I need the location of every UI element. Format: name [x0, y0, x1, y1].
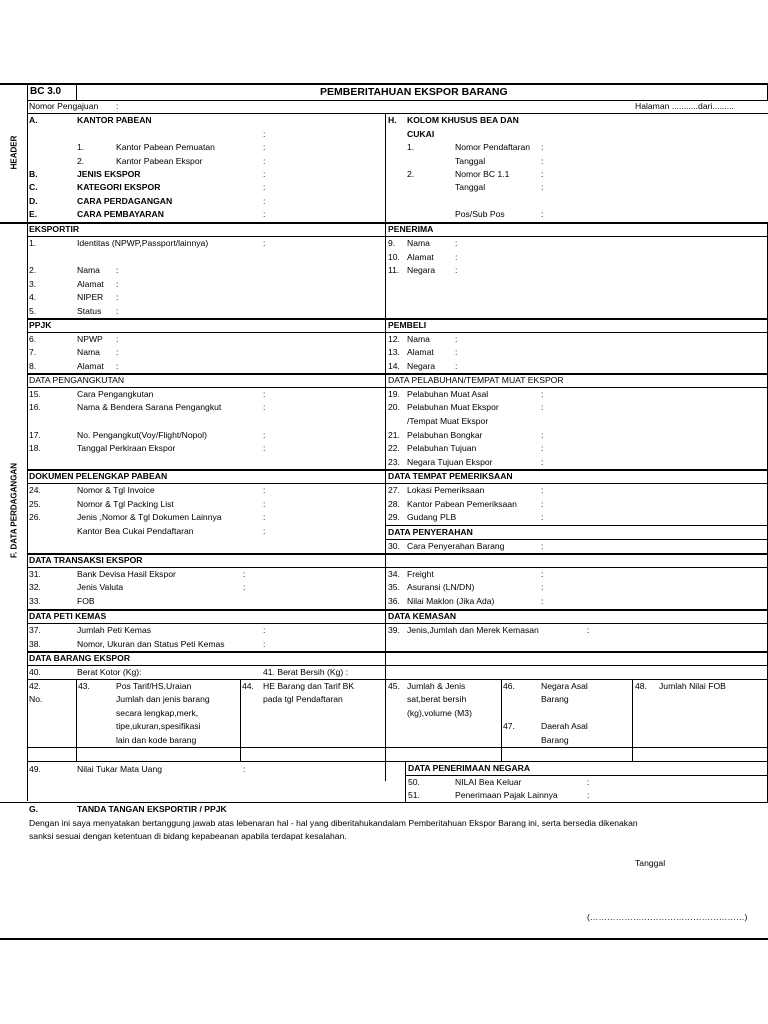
nomor-pengajuan-label: Nomor Pengajuan	[29, 101, 99, 111]
pelabuhan-bongkar-label: Pelabuhan Bongkar	[407, 430, 483, 440]
sarana-pengangkut-label: Nama & Bendera Sarana Pengangkut	[77, 402, 222, 412]
ppjk-heading: PPJK	[29, 320, 52, 330]
he-barang-column-header: pada tgl Pendaftaran	[263, 694, 343, 704]
cara-penyerahan-label: Cara Penyerahan Barang	[407, 541, 505, 551]
colon: :	[116, 279, 119, 289]
line	[27, 387, 768, 388]
daerah-asal-column-header: Daerah Asal	[541, 721, 588, 731]
section-letter: E.	[29, 209, 38, 219]
item-num: 18.	[29, 443, 41, 453]
item-num: 51.	[408, 790, 420, 800]
item-num: 7.	[29, 347, 37, 357]
item-num: 12.	[388, 334, 400, 344]
colon: :	[541, 402, 544, 412]
colon: :	[263, 402, 266, 412]
kolom-khusus-heading-2: CUKAI	[407, 129, 435, 139]
item-num: 33.	[29, 596, 41, 606]
kantor-bea-cukai-label: Kantor Bea Cukai Pendaftaran	[77, 526, 194, 536]
declaration-text-2: sanksi sesuai dengan ketentuan di bidang kepabeanan apabila terdapat kesalahan.	[29, 831, 347, 841]
invoice-label: Nomor & Tgl Invoice	[77, 485, 155, 495]
colon: :	[587, 790, 590, 800]
colon: :	[455, 265, 458, 275]
nama-label: Nama	[77, 265, 100, 275]
line	[27, 747, 768, 748]
item-num: 17.	[29, 430, 41, 440]
item-num: 44.	[242, 681, 254, 691]
item-num: 49.	[29, 764, 41, 774]
item-num: 43.	[78, 681, 90, 691]
penerimaan-heading: DATA PENERIMAAN NEGARA	[408, 763, 531, 773]
asuransi-label: Asuransi (LN/DN)	[407, 582, 475, 592]
colon: :	[541, 182, 544, 192]
colon: :	[263, 238, 266, 248]
cara-pengangkutan-label: Cara Pengangkutan	[77, 389, 154, 399]
item-num: 37.	[29, 625, 41, 635]
item-num: 42.	[29, 681, 41, 691]
alamat-label: Alamat	[407, 252, 434, 262]
table-vline	[405, 761, 406, 802]
item-num: 25.	[29, 499, 41, 509]
item-num: 1.	[29, 238, 37, 248]
item-num: 5.	[29, 306, 37, 316]
kantor-pemeriksaan-label: Kantor Pabean Pemeriksaan	[407, 499, 517, 509]
colon: :	[541, 430, 544, 440]
pembeli-heading: PEMBELI	[388, 320, 427, 330]
item-num: 16.	[29, 402, 41, 412]
colon: :	[541, 389, 544, 399]
colon: :	[263, 182, 266, 192]
negara-asal-column-header: Negara Asal	[541, 681, 588, 691]
colon: :	[541, 569, 544, 579]
pelabuhan-heading: DATA PELABUHAN/TEMPAT MUAT EKSPOR	[388, 375, 564, 385]
uraian-column-header: secara lengkap,merk,	[116, 708, 199, 718]
item-num: 36.	[388, 596, 400, 606]
colon: :	[263, 485, 266, 495]
colon: :	[455, 334, 458, 344]
item-num: 21.	[388, 430, 400, 440]
nama-label: Nama	[407, 334, 430, 344]
item-num: 45.	[388, 681, 400, 691]
item-num: 30.	[388, 541, 400, 551]
item-num: 48.	[635, 681, 647, 691]
line	[27, 483, 768, 484]
colon: :	[116, 334, 119, 344]
colon: :	[541, 512, 544, 522]
gudang-plb-label: Gudang PLB	[407, 512, 457, 522]
colon: :	[541, 485, 544, 495]
tanda-tangan-heading: TANDA TANGAN EKSPORTIR / PPJK	[77, 804, 227, 814]
bea-keluar-label: NILAI Bea Keluar	[455, 777, 522, 787]
colon: :	[455, 361, 458, 371]
kantor-ekspor-label: Kantor Pabean Ekspor	[116, 156, 203, 166]
form-top-border	[0, 83, 768, 85]
colon: :	[263, 430, 266, 440]
kantor-pabean-heading: KANTOR PABEAN	[77, 115, 152, 125]
colon: :	[116, 361, 119, 371]
item-num: 40.	[29, 667, 41, 677]
peti-kemas-heading: DATA PETI KEMAS	[29, 611, 107, 621]
kemasan-heading: DATA KEMASAN	[388, 611, 457, 621]
item-num: 38.	[29, 639, 41, 649]
item-num: 31.	[29, 569, 41, 579]
center-divider	[385, 113, 386, 781]
alamat-label: Alamat	[77, 361, 104, 371]
negara-asal-column-header: Barang	[541, 694, 569, 704]
alamat-label: Alamat	[77, 279, 104, 289]
colon: :	[263, 196, 266, 206]
colon: :	[263, 169, 266, 179]
colon: :	[263, 512, 266, 522]
data-perdagangan-side-label: F. DATA PERDAGANGAN	[9, 463, 19, 558]
dokumen-heading: DOKUMEN PELENGKAP PABEAN	[29, 471, 168, 481]
item-num: 23.	[388, 457, 400, 467]
item-num: 3.	[29, 279, 37, 289]
bank-devisa-label: Bank Devisa Hasil Ekspor	[77, 569, 176, 579]
line	[27, 332, 768, 333]
jumlah-jenis-column-header: sat,berat bersih	[407, 694, 467, 704]
line	[27, 623, 768, 624]
dokumen-lainnya-label: Jenis ,Nomor & Tgl Dokumen Lainnya	[77, 512, 222, 522]
barang-heading: DATA BARANG EKSPOR	[29, 653, 131, 663]
tanggal-perkiraan-label: Tanggal Perkiraan Ekspor	[77, 443, 176, 453]
npwp-label: NPWP	[77, 334, 103, 344]
line	[405, 775, 768, 776]
item-num: 6.	[29, 334, 37, 344]
pos-subpos-label: Pos/Sub Pos	[455, 209, 505, 219]
section-letter: G.	[29, 804, 39, 814]
colon: :	[263, 639, 266, 649]
signature-line: (………………………………………………)	[587, 912, 748, 922]
kategori-ekspor-heading: KATEGORI EKSPOR	[77, 182, 161, 192]
item-num: 10.	[388, 252, 400, 262]
colon: :	[541, 169, 544, 179]
colon: :	[263, 443, 266, 453]
colon: :	[263, 142, 266, 152]
halaman-label: Halaman ...........dari.........	[635, 101, 734, 111]
line	[27, 236, 768, 237]
table-vline	[501, 679, 502, 761]
alamat-label: Alamat	[407, 347, 434, 357]
item-num: 2.	[407, 169, 415, 179]
daerah-asal-column-header: Barang	[541, 735, 569, 745]
item-num: 47.	[503, 721, 515, 731]
bc-code: BC 3.0	[30, 86, 62, 97]
transaksi-heading: DATA TRANSAKSI EKSPOR	[29, 555, 143, 565]
colon: :	[116, 101, 119, 111]
colon: :	[263, 499, 266, 509]
item-num: 9.	[388, 238, 396, 248]
berat-kotor-label: Berat Kotor (Kg):	[77, 667, 142, 677]
pengangkutan-heading: DATA PENGANGKUTAN	[29, 375, 125, 385]
table-vline	[632, 679, 633, 761]
line	[385, 525, 768, 526]
nama-label: Nama	[407, 238, 430, 248]
item-num: 39.	[388, 625, 400, 635]
item-num: 26.	[29, 512, 41, 522]
item-num: 8.	[29, 361, 37, 371]
pemeriksaan-heading: DATA TEMPAT PEMERIKSAAN	[388, 471, 513, 481]
colon: :	[263, 129, 266, 139]
section-letter: C.	[29, 182, 38, 192]
lokasi-pemeriksaan-label: Lokasi Pemeriksaan	[407, 485, 485, 495]
pajak-lainnya-label: Penerimaan Pajak Lainnya	[455, 790, 558, 800]
section-letter: B.	[29, 169, 38, 179]
colon: :	[243, 582, 246, 592]
colon: :	[263, 389, 266, 399]
item-num: 29.	[388, 512, 400, 522]
item-num: 46.	[503, 681, 515, 691]
section-letter: D.	[29, 196, 38, 206]
pengajuan-line	[27, 113, 768, 114]
line	[27, 802, 768, 803]
eksportir-heading: EKSPORTIR	[29, 224, 80, 234]
colon: :	[243, 764, 246, 774]
negara-label: Negara	[407, 265, 436, 275]
item-num: 4.	[29, 292, 37, 302]
penerima-heading: PENERIMA	[388, 224, 434, 234]
packing-list-label: Nomor & Tgl Packing List	[77, 499, 174, 509]
colon: :	[455, 252, 458, 262]
tempat-muat-label: /Tempat Muat Ekspor	[407, 416, 489, 426]
cara-pembayaran-heading: CARA PEMBAYARAN	[77, 209, 164, 219]
colon: :	[455, 347, 458, 357]
colon: :	[541, 582, 544, 592]
jumlah-peti-label: Jumlah Peti Kemas	[77, 625, 152, 635]
kantor-pemuatan-label: Kantor Pabean Pemuatan	[116, 142, 215, 152]
section-letter: H.	[388, 115, 397, 125]
he-barang-column-header: HE Barang dan Tarif BK	[263, 681, 355, 691]
nomor-pendaftaran-label: Nomor Pendaftaran	[455, 142, 530, 152]
nama-label: Nama	[77, 347, 100, 357]
item-num: 34.	[388, 569, 400, 579]
item-num: 27.	[388, 485, 400, 495]
nilai-fob-column-header: Jumlah Nilai FOB	[659, 681, 726, 691]
form-title: PEMBERITAHUAN EKSPOR BARANG	[320, 86, 508, 98]
bc-code-divider	[76, 84, 77, 101]
item-num: 35.	[388, 582, 400, 592]
negara-tujuan-label: Negara Tujuan Ekspor	[407, 457, 493, 467]
colon: :	[587, 777, 590, 787]
declaration-text: Dengan ini saya menyatakan bertanggung jawab atas lebenaran hal - hal yang diberitahukandalam Pemberitahuan Ekspor Barang ini, serta bersedia dikenakan	[29, 818, 638, 828]
line	[27, 567, 768, 568]
tanggal-label: Tanggal	[455, 182, 486, 192]
jenis-valuta-label: Jenis Valuta	[77, 582, 124, 592]
item-num: 14.	[388, 361, 400, 371]
uraian-column-header: tipe,ukuran,spesifikasi	[116, 721, 201, 731]
jumlah-jenis-column-header: Jumlah & Jenis	[407, 681, 466, 691]
item-num: 24.	[29, 485, 41, 495]
identitas-label: Identitas (NPWP,Passport/lainnya)	[77, 238, 209, 248]
pelabuhan-tujuan-label: Pelabuhan Tujuan	[407, 443, 477, 453]
item-num: 19.	[388, 389, 400, 399]
no-column-header: No.	[29, 694, 43, 704]
line	[385, 539, 768, 540]
colon: :	[587, 625, 590, 635]
pelabuhan-muat-ekspor-label: Pelabuhan Muat Ekspor	[407, 402, 499, 412]
colon: :	[263, 625, 266, 635]
item-num: 13.	[388, 347, 400, 357]
uraian-column-header: lain dan kode barang	[116, 735, 197, 745]
colon: :	[541, 596, 544, 606]
colon: :	[263, 526, 266, 536]
penyerahan-heading: DATA PENYERAHAN	[388, 527, 473, 537]
colon: :	[541, 156, 544, 166]
item-num: 50.	[408, 777, 420, 787]
line	[27, 761, 768, 762]
niper-label: NIPER	[77, 292, 104, 302]
line	[27, 679, 768, 680]
jenis-ekspor-heading: JENIS EKSPOR	[77, 169, 141, 179]
pelabuhan-muat-asal-label: Pelabuhan Muat Asal	[407, 389, 489, 399]
item-num: 32.	[29, 582, 41, 592]
item-num: 1.	[77, 142, 85, 152]
item-num: 28.	[388, 499, 400, 509]
colon: :	[541, 541, 544, 551]
item-num: 2.	[77, 156, 85, 166]
cara-perdagangan-heading: CARA PERDAGANGAN	[77, 196, 173, 206]
nomor-bc11-label: Nomor BC 1.1	[455, 169, 510, 179]
colon: :	[116, 265, 119, 275]
status-label: Status	[77, 306, 102, 316]
item-num: 22.	[388, 443, 400, 453]
tanggal-label: Tanggal	[455, 156, 486, 166]
fob-label: FOB	[77, 596, 95, 606]
table-vline	[240, 679, 241, 761]
colon: :	[541, 457, 544, 467]
line	[27, 665, 768, 666]
table-vline	[76, 679, 77, 761]
colon: :	[116, 306, 119, 316]
item-num: 1.	[407, 142, 415, 152]
uraian-column-header: Pos Tarif/HS,Uraian	[116, 681, 192, 691]
tanggal-signature-label: Tanggal	[635, 858, 666, 868]
colon: :	[541, 443, 544, 453]
colon: :	[116, 292, 119, 302]
kolom-khusus-heading: KOLOM KHUSUS BEA DAN	[407, 115, 519, 125]
colon: :	[541, 499, 544, 509]
item-num: 15.	[29, 389, 41, 399]
ukuran-peti-label: Nomor, Ukuran dan Status Peti Kemas	[77, 639, 225, 649]
line	[0, 802, 27, 803]
uraian-column-header: Jumlah dan jenis barang	[116, 694, 210, 704]
colon: :	[263, 156, 266, 166]
item-num: 11.	[388, 265, 400, 275]
item-num: 20.	[388, 402, 400, 412]
left-label-divider	[27, 83, 28, 801]
item-num: 2.	[29, 265, 37, 275]
colon: :	[455, 238, 458, 248]
colon: :	[263, 209, 266, 219]
berat-bersih-label: 41. Berat Bersih (Kg) :	[263, 667, 349, 677]
header-bottom-line	[0, 222, 768, 224]
colon: :	[541, 142, 544, 152]
colon: :	[541, 209, 544, 219]
freight-label: Freight	[407, 569, 434, 579]
no-pengangkut-label: No. Pengangkut(Voy/Flight/Nopol)	[77, 430, 207, 440]
line	[27, 651, 768, 653]
jenis-kemasan-label: Jenis,Jumlah dan Merek Kemasan	[407, 625, 539, 635]
negara-label: Negara	[407, 361, 436, 371]
jumlah-jenis-column-header: (kg),volume (M3)	[407, 708, 472, 718]
colon: :	[116, 347, 119, 357]
form-bottom-border	[0, 938, 768, 940]
header-side-label: HEADER	[9, 135, 19, 170]
colon: :	[243, 569, 246, 579]
section-letter: A.	[29, 115, 38, 125]
nilai-maklon-label: Nilai Maklon (Jika Ada)	[407, 596, 495, 606]
nilai-tukar-label: Nilai Tukar Mata Uang	[77, 764, 163, 774]
